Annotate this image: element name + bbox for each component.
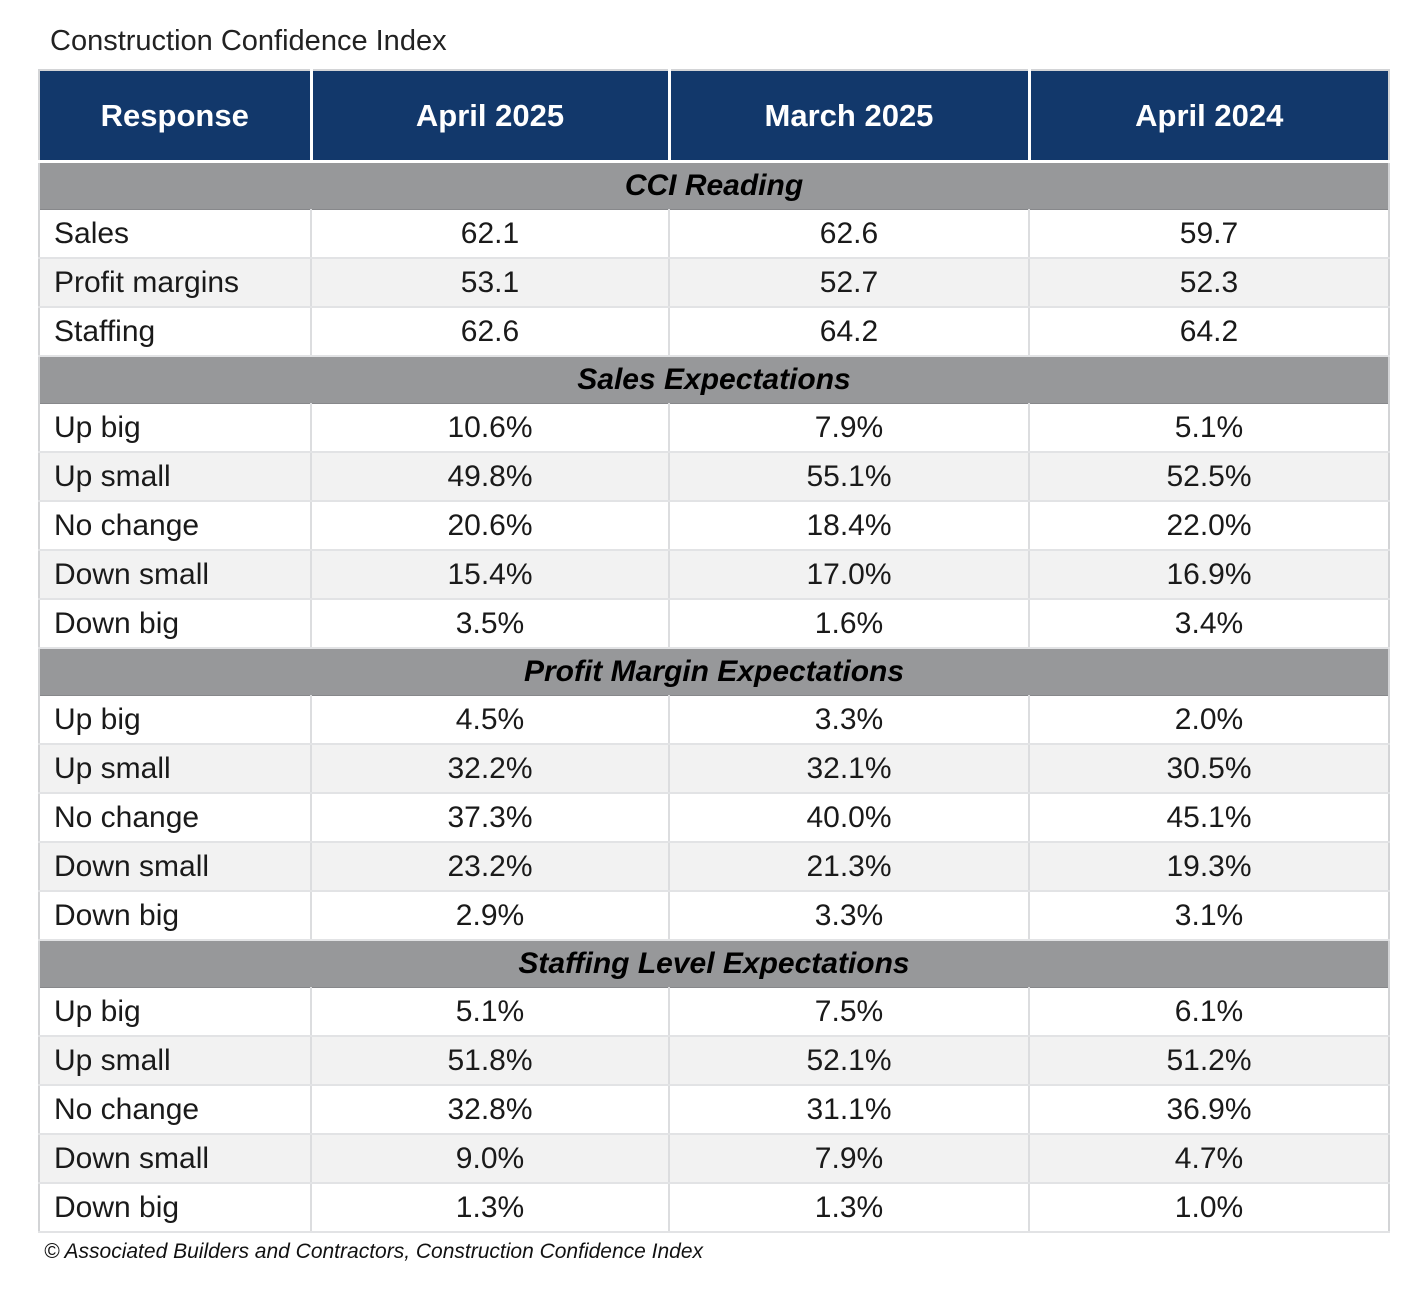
table-row	[39, 793, 1389, 842]
data-cell: 52.3	[1029, 258, 1389, 307]
data-cell: 21.3%	[669, 842, 1029, 891]
cci-table	[38, 69, 1390, 1233]
data-cell: 52.5%	[1029, 452, 1389, 501]
row-label: Down small	[39, 842, 311, 891]
table-row	[39, 210, 1389, 259]
data-cell: 31.1%	[669, 1085, 1029, 1134]
row-label: Staffing	[39, 307, 311, 356]
table-row	[39, 891, 1389, 940]
data-cell: 51.2%	[1029, 1036, 1389, 1085]
table-row	[39, 988, 1389, 1037]
table-row	[39, 452, 1389, 501]
data-cell: 20.6%	[311, 501, 669, 550]
data-cell: 3.3%	[669, 891, 1029, 940]
data-cell: 30.5%	[1029, 744, 1389, 793]
data-cell: 1.3%	[311, 1183, 669, 1232]
data-cell: 51.8%	[311, 1036, 669, 1085]
data-cell: 7.9%	[669, 404, 1029, 453]
data-cell: 5.1%	[311, 988, 669, 1037]
table-row	[39, 404, 1389, 453]
table-row	[39, 1134, 1389, 1183]
data-cell: 32.8%	[311, 1085, 669, 1134]
table-row	[39, 550, 1389, 599]
data-cell: 37.3%	[311, 793, 669, 842]
data-cell: 62.1	[311, 210, 669, 259]
data-cell: 7.9%	[669, 1134, 1029, 1183]
data-cell: 3.3%	[669, 696, 1029, 745]
data-cell: 32.2%	[311, 744, 669, 793]
section-header: CCI Reading	[39, 162, 1389, 210]
data-cell: 52.7	[669, 258, 1029, 307]
data-cell: 17.0%	[669, 550, 1029, 599]
table-row	[39, 501, 1389, 550]
data-cell: 3.1%	[1029, 891, 1389, 940]
table-row	[39, 258, 1389, 307]
data-cell: 9.0%	[311, 1134, 669, 1183]
row-label: Profit margins	[39, 258, 311, 307]
data-cell: 1.3%	[669, 1183, 1029, 1232]
table-row	[39, 696, 1389, 745]
section-header: Sales Expectations	[39, 356, 1389, 404]
data-cell: 15.4%	[311, 550, 669, 599]
row-label: Up big	[39, 404, 311, 453]
data-cell: 3.5%	[311, 599, 669, 648]
data-cell: 4.7%	[1029, 1134, 1389, 1183]
row-label: Up big	[39, 988, 311, 1037]
row-label: Down big	[39, 599, 311, 648]
table-row	[39, 1036, 1389, 1085]
table-header-row	[39, 70, 1389, 162]
data-cell: 22.0%	[1029, 501, 1389, 550]
data-cell: 62.6	[311, 307, 669, 356]
data-cell: 16.9%	[1029, 550, 1389, 599]
section-row	[39, 162, 1389, 210]
row-label: Up small	[39, 744, 311, 793]
section-row	[39, 940, 1389, 988]
data-cell: 40.0%	[669, 793, 1029, 842]
row-label: Up small	[39, 1036, 311, 1085]
row-label: Down big	[39, 1183, 311, 1232]
data-cell: 55.1%	[669, 452, 1029, 501]
data-cell: 4.5%	[311, 696, 669, 745]
row-label: Up big	[39, 696, 311, 745]
data-cell: 32.1%	[669, 744, 1029, 793]
data-cell: 5.1%	[1029, 404, 1389, 453]
table-row	[39, 307, 1389, 356]
data-cell: 62.6	[669, 210, 1029, 259]
column-header-april-2024: April 2024	[1029, 70, 1389, 162]
section-header: Profit Margin Expectations	[39, 648, 1389, 696]
row-label: Down small	[39, 1134, 311, 1183]
column-header-march-2025: March 2025	[669, 70, 1029, 162]
data-cell: 64.2	[1029, 307, 1389, 356]
column-header-april-2025: April 2025	[311, 70, 669, 162]
data-cell: 1.6%	[669, 599, 1029, 648]
row-label: No change	[39, 501, 311, 550]
table-row	[39, 842, 1389, 891]
data-cell: 2.0%	[1029, 696, 1389, 745]
row-label: No change	[39, 793, 311, 842]
data-cell: 6.1%	[1029, 988, 1389, 1037]
data-cell: 36.9%	[1029, 1085, 1389, 1134]
data-cell: 2.9%	[311, 891, 669, 940]
data-cell: 52.1%	[669, 1036, 1029, 1085]
section-row	[39, 648, 1389, 696]
data-cell: 18.4%	[669, 501, 1029, 550]
data-cell: 49.8%	[311, 452, 669, 501]
data-cell: 10.6%	[311, 404, 669, 453]
table-row	[39, 1085, 1389, 1134]
table-row	[39, 599, 1389, 648]
source-attribution: © Associated Builders and Contractors, Construction Confidence Index	[44, 1240, 704, 1263]
row-label: Up small	[39, 452, 311, 501]
data-cell: 19.3%	[1029, 842, 1389, 891]
row-label: Down big	[39, 891, 311, 940]
page-title: Construction Confidence Index	[50, 25, 447, 57]
data-cell: 45.1%	[1029, 793, 1389, 842]
section-row	[39, 356, 1389, 404]
data-cell: 1.0%	[1029, 1183, 1389, 1232]
row-label: Down small	[39, 550, 311, 599]
data-cell: 59.7	[1029, 210, 1389, 259]
section-header: Staffing Level Expectations	[39, 940, 1389, 988]
data-cell: 53.1	[311, 258, 669, 307]
data-cell: 64.2	[669, 307, 1029, 356]
row-label: Sales	[39, 210, 311, 259]
column-header-response: Response	[39, 70, 311, 162]
data-cell: 7.5%	[669, 988, 1029, 1037]
data-cell: 23.2%	[311, 842, 669, 891]
data-cell: 3.4%	[1029, 599, 1389, 648]
table-row	[39, 1183, 1389, 1232]
row-label: No change	[39, 1085, 311, 1134]
table-row	[39, 744, 1389, 793]
